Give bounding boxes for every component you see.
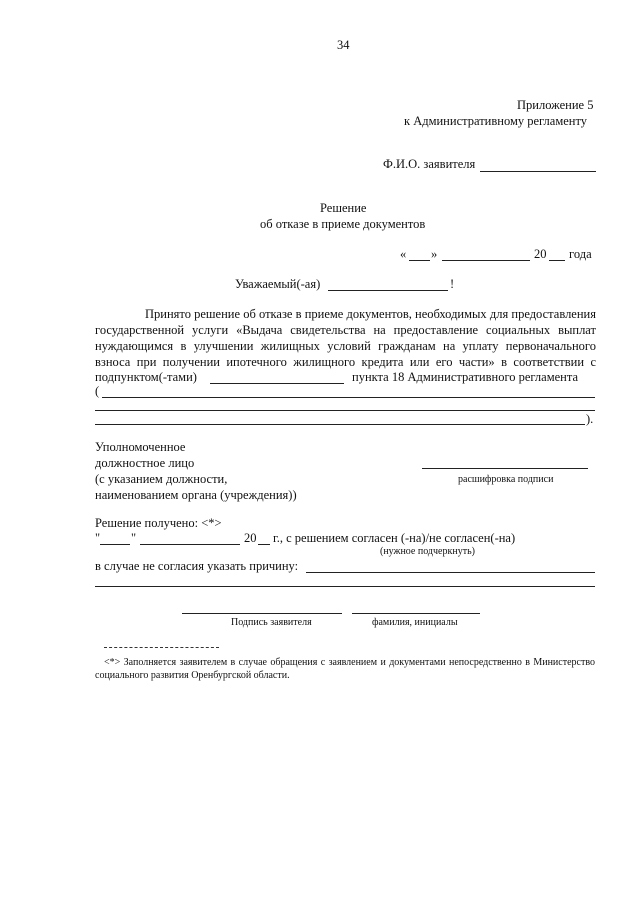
date-year-suffix: года bbox=[569, 247, 592, 261]
received-quote-open: " bbox=[95, 531, 101, 545]
appendix-number: Приложение 5 bbox=[517, 98, 594, 112]
reason-line-3[interactable] bbox=[95, 424, 585, 425]
date-quote-close: » bbox=[431, 247, 438, 261]
signature-caption: расшифровка подписи bbox=[458, 474, 554, 485]
applicant-name-initials-field[interactable] bbox=[352, 613, 480, 614]
decision-title: Решение bbox=[320, 201, 367, 215]
applicant-name-field[interactable] bbox=[480, 171, 596, 172]
page-number: 34 bbox=[337, 38, 350, 52]
name-initials-caption: фамилия, инициалы bbox=[372, 617, 458, 628]
official-line-3: (с указанием должности, bbox=[95, 472, 228, 486]
received-agreement-text: г., с решением согласен (-на)/не согласен(-на) bbox=[273, 531, 516, 545]
body-line-2: государственной услуги «Выдача свидетельства на предоставление социальных выплат bbox=[95, 323, 596, 337]
disagreement-reason-field-1[interactable] bbox=[306, 572, 595, 573]
date-day-field[interactable] bbox=[409, 260, 430, 261]
reason-line-1[interactable] bbox=[102, 397, 595, 398]
body-line-3: нуждающимся в улучшении жилищных условий гражданам на уплату первоначального bbox=[95, 339, 596, 353]
date-month-field[interactable] bbox=[442, 260, 530, 261]
footnote-separator bbox=[104, 647, 219, 648]
official-line-2: должностное лицо bbox=[95, 456, 195, 470]
greeting-name-field[interactable] bbox=[328, 290, 448, 291]
applicant-signature-field[interactable] bbox=[182, 613, 342, 614]
greeting-exclamation: ! bbox=[450, 277, 455, 291]
received-quote-close: " bbox=[131, 531, 137, 545]
applicant-name-label: Ф.И.О. заявителя bbox=[383, 157, 476, 171]
appendix-reference: к Административному регламенту bbox=[404, 114, 588, 128]
received-year-field[interactable] bbox=[258, 544, 270, 545]
official-signature-field[interactable] bbox=[422, 468, 588, 469]
date-year-field[interactable] bbox=[549, 260, 565, 261]
disagreement-reason-label: в случае не согласия указать причину: bbox=[95, 559, 299, 573]
reason-close-paren: ). bbox=[586, 412, 594, 426]
body-line-5-left: подпунктом(-тами) bbox=[95, 370, 197, 384]
body-line-4: взноса при получении ипотечного жилищного кредита или его части» в соответствии с bbox=[95, 355, 596, 369]
footnote-text: <*> Заполняется заявителем в случае обращения с заявлением и документами непосредственно в Министерство социального развития Оренбургской области. bbox=[95, 657, 595, 681]
body-line-5-right: пункта 18 Административного регламента bbox=[352, 370, 579, 384]
reason-line-2[interactable] bbox=[95, 410, 595, 411]
disagreement-reason-field-2[interactable] bbox=[95, 586, 595, 587]
reason-open-paren: ( bbox=[95, 384, 100, 398]
subparagraph-field[interactable] bbox=[210, 383, 344, 384]
underline-hint: (нужное подчеркнуть) bbox=[380, 546, 475, 557]
date-century: 20 bbox=[534, 247, 547, 261]
received-century: 20 bbox=[244, 531, 257, 545]
official-line-1: Уполномоченное bbox=[95, 440, 186, 454]
official-line-4: наименованием органа (учреждения)) bbox=[95, 488, 297, 502]
date-quote-open: « bbox=[400, 247, 407, 261]
decision-subtitle: об отказе в приеме документов bbox=[260, 217, 426, 231]
received-day-field[interactable] bbox=[100, 544, 130, 545]
received-label: Решение получено: <*> bbox=[95, 516, 222, 530]
greeting-label: Уважаемый(-ая) bbox=[235, 277, 321, 291]
body-line-1: Принято решение об отказе в приеме документов, необходимых для предоставления bbox=[145, 307, 596, 321]
received-month-field[interactable] bbox=[140, 544, 240, 545]
applicant-signature-caption: Подпись заявителя bbox=[231, 617, 312, 628]
